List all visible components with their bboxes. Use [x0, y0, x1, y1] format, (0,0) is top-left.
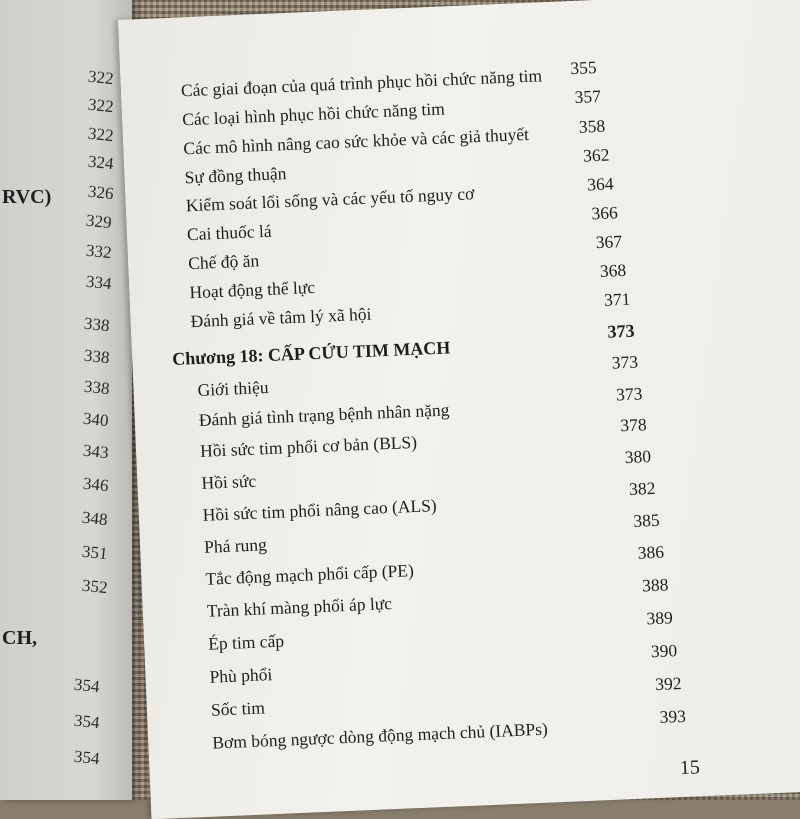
toc-entry-page: 386 [637, 541, 665, 563]
toc-entry-page: 393 [659, 705, 687, 727]
toc-entry-title: Tắc động mạch phổi cấp (PE) [205, 560, 415, 589]
toc-entry-title: Tràn khí màng phổi áp lực [206, 593, 393, 621]
page-number: 15 [679, 756, 701, 780]
left-page-number: 334 [85, 271, 113, 294]
chapter-page: 373 [607, 320, 635, 342]
left-page-number: 322 [87, 66, 115, 89]
toc-entry-title: Kiểm soát lối sống và các yếu tố nguy cơ [185, 183, 475, 216]
toc-entry-page: 378 [619, 414, 648, 436]
toc-entry-page: 382 [628, 477, 656, 500]
toc-entry-title: Sự đồng thuận [184, 163, 287, 188]
left-page-number: 322 [87, 94, 115, 117]
toc-entry-title: Giới thiệu [197, 377, 269, 400]
toc-entry-page: 388 [641, 574, 669, 596]
toc-entry-title: Ép tim cấp [207, 630, 285, 654]
left-page-number: 352 [81, 575, 109, 598]
left-page-number: 322 [87, 123, 115, 146]
toc-entry-title: Hồi sức tim phổi nâng cao (ALS) [202, 495, 438, 525]
toc-page [118, 0, 800, 819]
toc-entry-title: Phá rung [203, 534, 268, 557]
left-page [0, 0, 132, 800]
toc-entry-page: 385 [633, 509, 661, 531]
toc-entry-page: 355 [569, 57, 598, 79]
left-page-text-fragment: CH, [2, 627, 37, 649]
toc-entry-page: 358 [578, 115, 606, 137]
toc-entry-title: Hồi sức [201, 470, 257, 493]
left-page-number: 354 [73, 710, 101, 733]
toc-entry-page: 364 [586, 173, 614, 195]
toc-entry-title: Hồi sức tim phổi cơ bản (BLS) [199, 431, 418, 461]
left-page-number: 343 [82, 440, 110, 463]
left-page-text-fragment: RVC) [2, 186, 52, 208]
toc-entry-page: 390 [650, 640, 678, 662]
toc-entry-page: 373 [611, 351, 639, 373]
toc-entry-title: Các loại hình phục hồi chức năng tim [181, 98, 446, 130]
toc-entry-page: 367 [595, 231, 623, 253]
toc-entry-page: 366 [591, 202, 619, 224]
left-page-number: 348 [81, 507, 109, 530]
toc-entry-page: 373 [615, 383, 643, 405]
toc-entry-title: Đánh giá tình trạng bệnh nhân nặng [198, 399, 450, 430]
left-page-number: 326 [87, 181, 115, 204]
toc-entry-title: Các mô hình nâng cao sức khỏe và các giả thuyết [183, 123, 530, 159]
left-page-number: 329 [85, 210, 113, 233]
toc-entry-page: 362 [582, 144, 610, 166]
toc-entry-page: 357 [574, 85, 602, 107]
toc-entry-title: Đánh giá về tâm lý xã hội [190, 303, 372, 332]
left-page-number: 351 [81, 541, 109, 564]
left-page-number: 354 [73, 674, 101, 697]
left-page-number: 338 [83, 376, 111, 399]
toc-entry-page: 392 [654, 672, 682, 695]
toc-entry-page: 368 [599, 259, 627, 282]
toc-entry-title: Sốc tim [210, 697, 266, 720]
toc-entry-title: Các giai đoạn của quá trình phục hồi chức năng tim [180, 65, 543, 101]
chapter-title: Chương 18: CẤP CỨU TIM MẠCH [171, 337, 451, 370]
toc-entry-title: Hoạt động thể lực [189, 276, 316, 303]
toc-entry-title: Phù phổi [209, 664, 273, 687]
toc-entry-page: 380 [624, 446, 652, 468]
left-page-number: 338 [83, 313, 111, 336]
left-page-number: 332 [85, 240, 113, 263]
left-page-number: 340 [82, 408, 110, 431]
left-page-number: 338 [83, 345, 111, 368]
toc-entry-title: Bơm bóng ngược dòng động mạch chủ (IABPs) [211, 718, 549, 753]
toc-entry-title: Cai thuốc lá [186, 220, 272, 245]
toc-entry-title: Chế độ ăn [187, 250, 260, 274]
toc-entry-page: 371 [603, 288, 631, 310]
toc-entry-page: 389 [646, 607, 674, 629]
left-page-number: 346 [82, 473, 110, 496]
left-page-number: 354 [73, 746, 101, 769]
left-page-number: 324 [87, 151, 115, 174]
